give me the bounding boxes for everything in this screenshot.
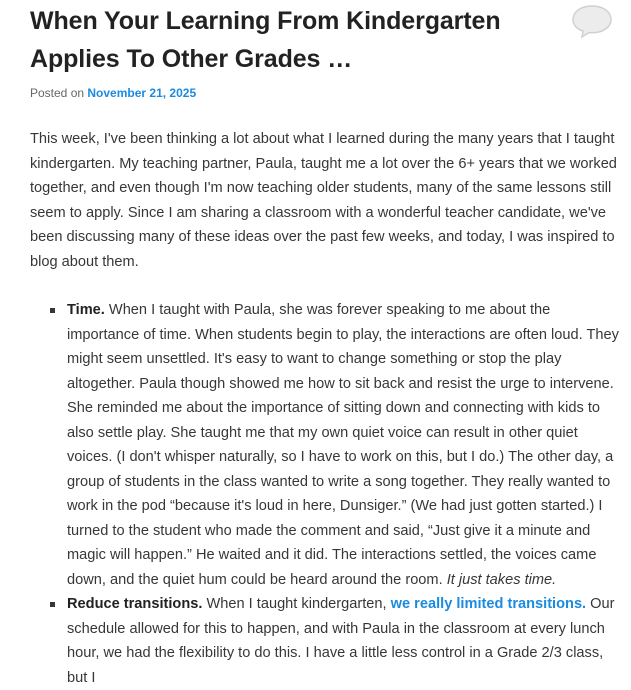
list-item-reduce-transitions xyxy=(67,592,626,690)
list-item-heading: Time. xyxy=(67,302,105,318)
list-item-heading: Reduce transitions. xyxy=(67,596,203,612)
intro-paragraph: This week, I've been thinking a lot about what I learned during the many years that I taught kindergarten. My teaching partner, Paula, taught me a lot over the 6+ years that we worked together, and even though I'm now teaching older students, many of the same lessons still seem to apply. Since I am sharing a classroom with a wonderful teacher candidate, we've been discussing many of these ideas over the past few weeks, and today, I was inspired to blog about them. xyxy=(30,131,617,270)
lessons-list xyxy=(30,298,626,690)
post-content xyxy=(30,127,626,690)
transitions-link[interactable]: we really limited transitions. xyxy=(390,596,587,612)
list-item-emphasis: It just takes time. xyxy=(446,571,557,588)
bullet-marker xyxy=(50,308,55,313)
posted-on-label: Posted on xyxy=(30,86,85,100)
list-item-time xyxy=(67,298,626,592)
list-item-body: When I taught with Paula, she was forever speaking to me about the importance of time. When students begin to play, the interactions are often loud. They might seem unsettled. It's easy to want to change something or stop the play altogether. Paula though showed me how to sit back and resist the urge to intervene. She reminded me about the importance of sitting down and connecting with kids to also settle play. She taught me that my own quiet voice can result in other quiet voices. (I don't whisper naturally, so I have to work on this, but I do.) The other day, a group of students in the class wanted to write a song together. They really wanted to work in the pod “because it's loud in here, Dunsiger.” (We had just gotten started.) I turned to the student who made the comment and said, “Just give it a minute and magic will happen.” He waited and it did. The interactions settled, the voices came down, and the quiet hum could be heard around the room. xyxy=(67,302,619,588)
post-title[interactable]: When Your Learning From Kindergarten Applies To Other Grades … xyxy=(30,7,501,73)
speech-bubble-icon[interactable] xyxy=(570,3,614,39)
post-meta xyxy=(30,85,196,101)
post-date-link[interactable]: November 21, 2025 xyxy=(87,86,197,100)
list-item-body-continued: Our schedule allowed for this to happen, and with Paula in the classroom at every lunch hour, we had the flexibility to do this. I have a little less control in a Grade 2/3 class, but I xyxy=(67,596,615,686)
bullet-marker xyxy=(50,602,55,607)
list-item-body: When I taught kindergarten, xyxy=(202,596,391,612)
